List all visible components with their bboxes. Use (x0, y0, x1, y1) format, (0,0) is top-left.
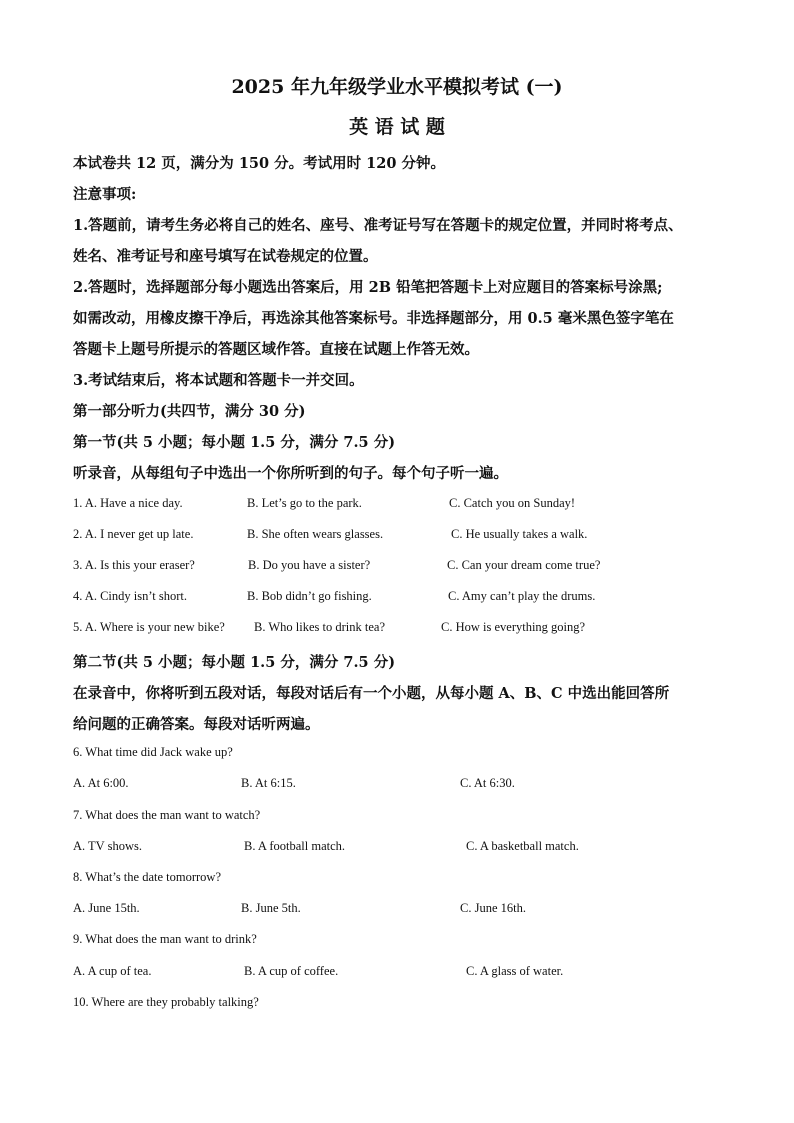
notice-2c: 答题卡上题号所提示的答题区域作答。直接在试题上作答无效。 (73, 341, 479, 358)
option-c: C. At 6:30. (460, 776, 515, 790)
option-b: B. A football match. (244, 839, 346, 853)
section1-heading: 第一节(共 5 小题；每小题 1.5 分，满分 7.5 分) (73, 434, 396, 451)
question-stem: 10. Where are they probably talking? (73, 995, 259, 1009)
option-b: B. Let’s go to the park. (247, 496, 362, 510)
notice-3: 3.考试结束后，将本试题和答题卡一并交回。 (73, 372, 364, 389)
exam-title: 2025 年九年级学业水平模拟考试 (一) (231, 76, 563, 98)
question-stem: 9. What does the man want to drink? (73, 932, 257, 946)
notice-2b: 如需改动，用橡皮擦干净后，再选涂其他答案标号。非选择题部分，用 0.5 毫米黑色签字笔在 (73, 310, 674, 327)
option-a: A. TV shows. (73, 839, 142, 853)
option-c: C. Catch you on Sunday! (449, 496, 576, 510)
option-c: C. How is everything going? (441, 620, 586, 634)
option-b: B. Do you have a sister? (248, 558, 371, 572)
section2-instructions-a: 在录音中，你将听到五段对话，每段对话后有一个小题，从每小题 A、B、C 中选出能回答所 (73, 685, 670, 702)
section2-instructions-b: 给问题的正确答案。每段对话听两遍。 (73, 716, 320, 733)
section1-instructions: 听录音，从每组句子中选出一个你所听到的句子。每个句子听一遍。 (73, 465, 508, 482)
option-a: 3. A. Is this your eraser? (73, 558, 195, 572)
option-c: C. A glass of water. (466, 964, 564, 978)
option-a: 1. A. Have a nice day. (73, 496, 183, 510)
option-c: C. He usually takes a walk. (451, 527, 588, 541)
question-stem: 8. What’s the date tomorrow? (73, 870, 221, 884)
question-stem: 6. What time did Jack wake up? (73, 745, 233, 759)
option-b: B. June 5th. (241, 901, 301, 915)
notice-1a: 1.答题前，请考生务必将自己的姓名、座号、准考证号写在答题卡的规定位置，并同时将考点、 (73, 217, 683, 234)
option-a: A. A cup of tea. (73, 964, 152, 978)
notice-2a: 2.答题时，选择题部分每小题选出答案后，用 2B 铅笔把答题卡上对应题目的答案标号涂黑; (73, 279, 663, 296)
option-c: C. A basketball match. (466, 839, 579, 853)
notice-heading: 注意事项: (73, 186, 137, 203)
intro-line: 本试卷共 12 页，满分为 150 分。考试用时 120 分钟。 (73, 155, 445, 172)
question-stem: 7. What does the man want to watch? (73, 808, 261, 822)
option-b: B. At 6:15. (241, 776, 296, 790)
option-a: A. At 6:00. (73, 776, 129, 790)
option-b: B. A cup of coffee. (244, 964, 339, 978)
option-a: 4. A. Cindy isn’t short. (73, 589, 188, 603)
option-a: 2. A. I never get up late. (73, 527, 194, 541)
option-c: C. June 16th. (460, 901, 526, 915)
option-a: 5. A. Where is your new bike? (73, 620, 225, 634)
option-c: C. Can your dream come true? (447, 558, 601, 572)
section2-heading: 第二节(共 5 小题；每小题 1.5 分，满分 7.5 分) (73, 654, 396, 671)
notice-1b: 姓名、准考证号和座号填写在试卷规定的位置。 (73, 248, 378, 265)
part1-heading: 第一部分听力(共四节，满分 30 分) (73, 403, 306, 420)
option-b: B. Who likes to drink tea? (254, 620, 385, 634)
option-b: B. Bob didn’t go fishing. (247, 589, 372, 603)
option-c: C. Amy can’t play the drums. (448, 589, 596, 603)
option-b: B. She often wears glasses. (247, 527, 384, 541)
subject-title: 英 语 试 题 (349, 116, 445, 138)
option-a: A. June 15th. (73, 901, 140, 915)
